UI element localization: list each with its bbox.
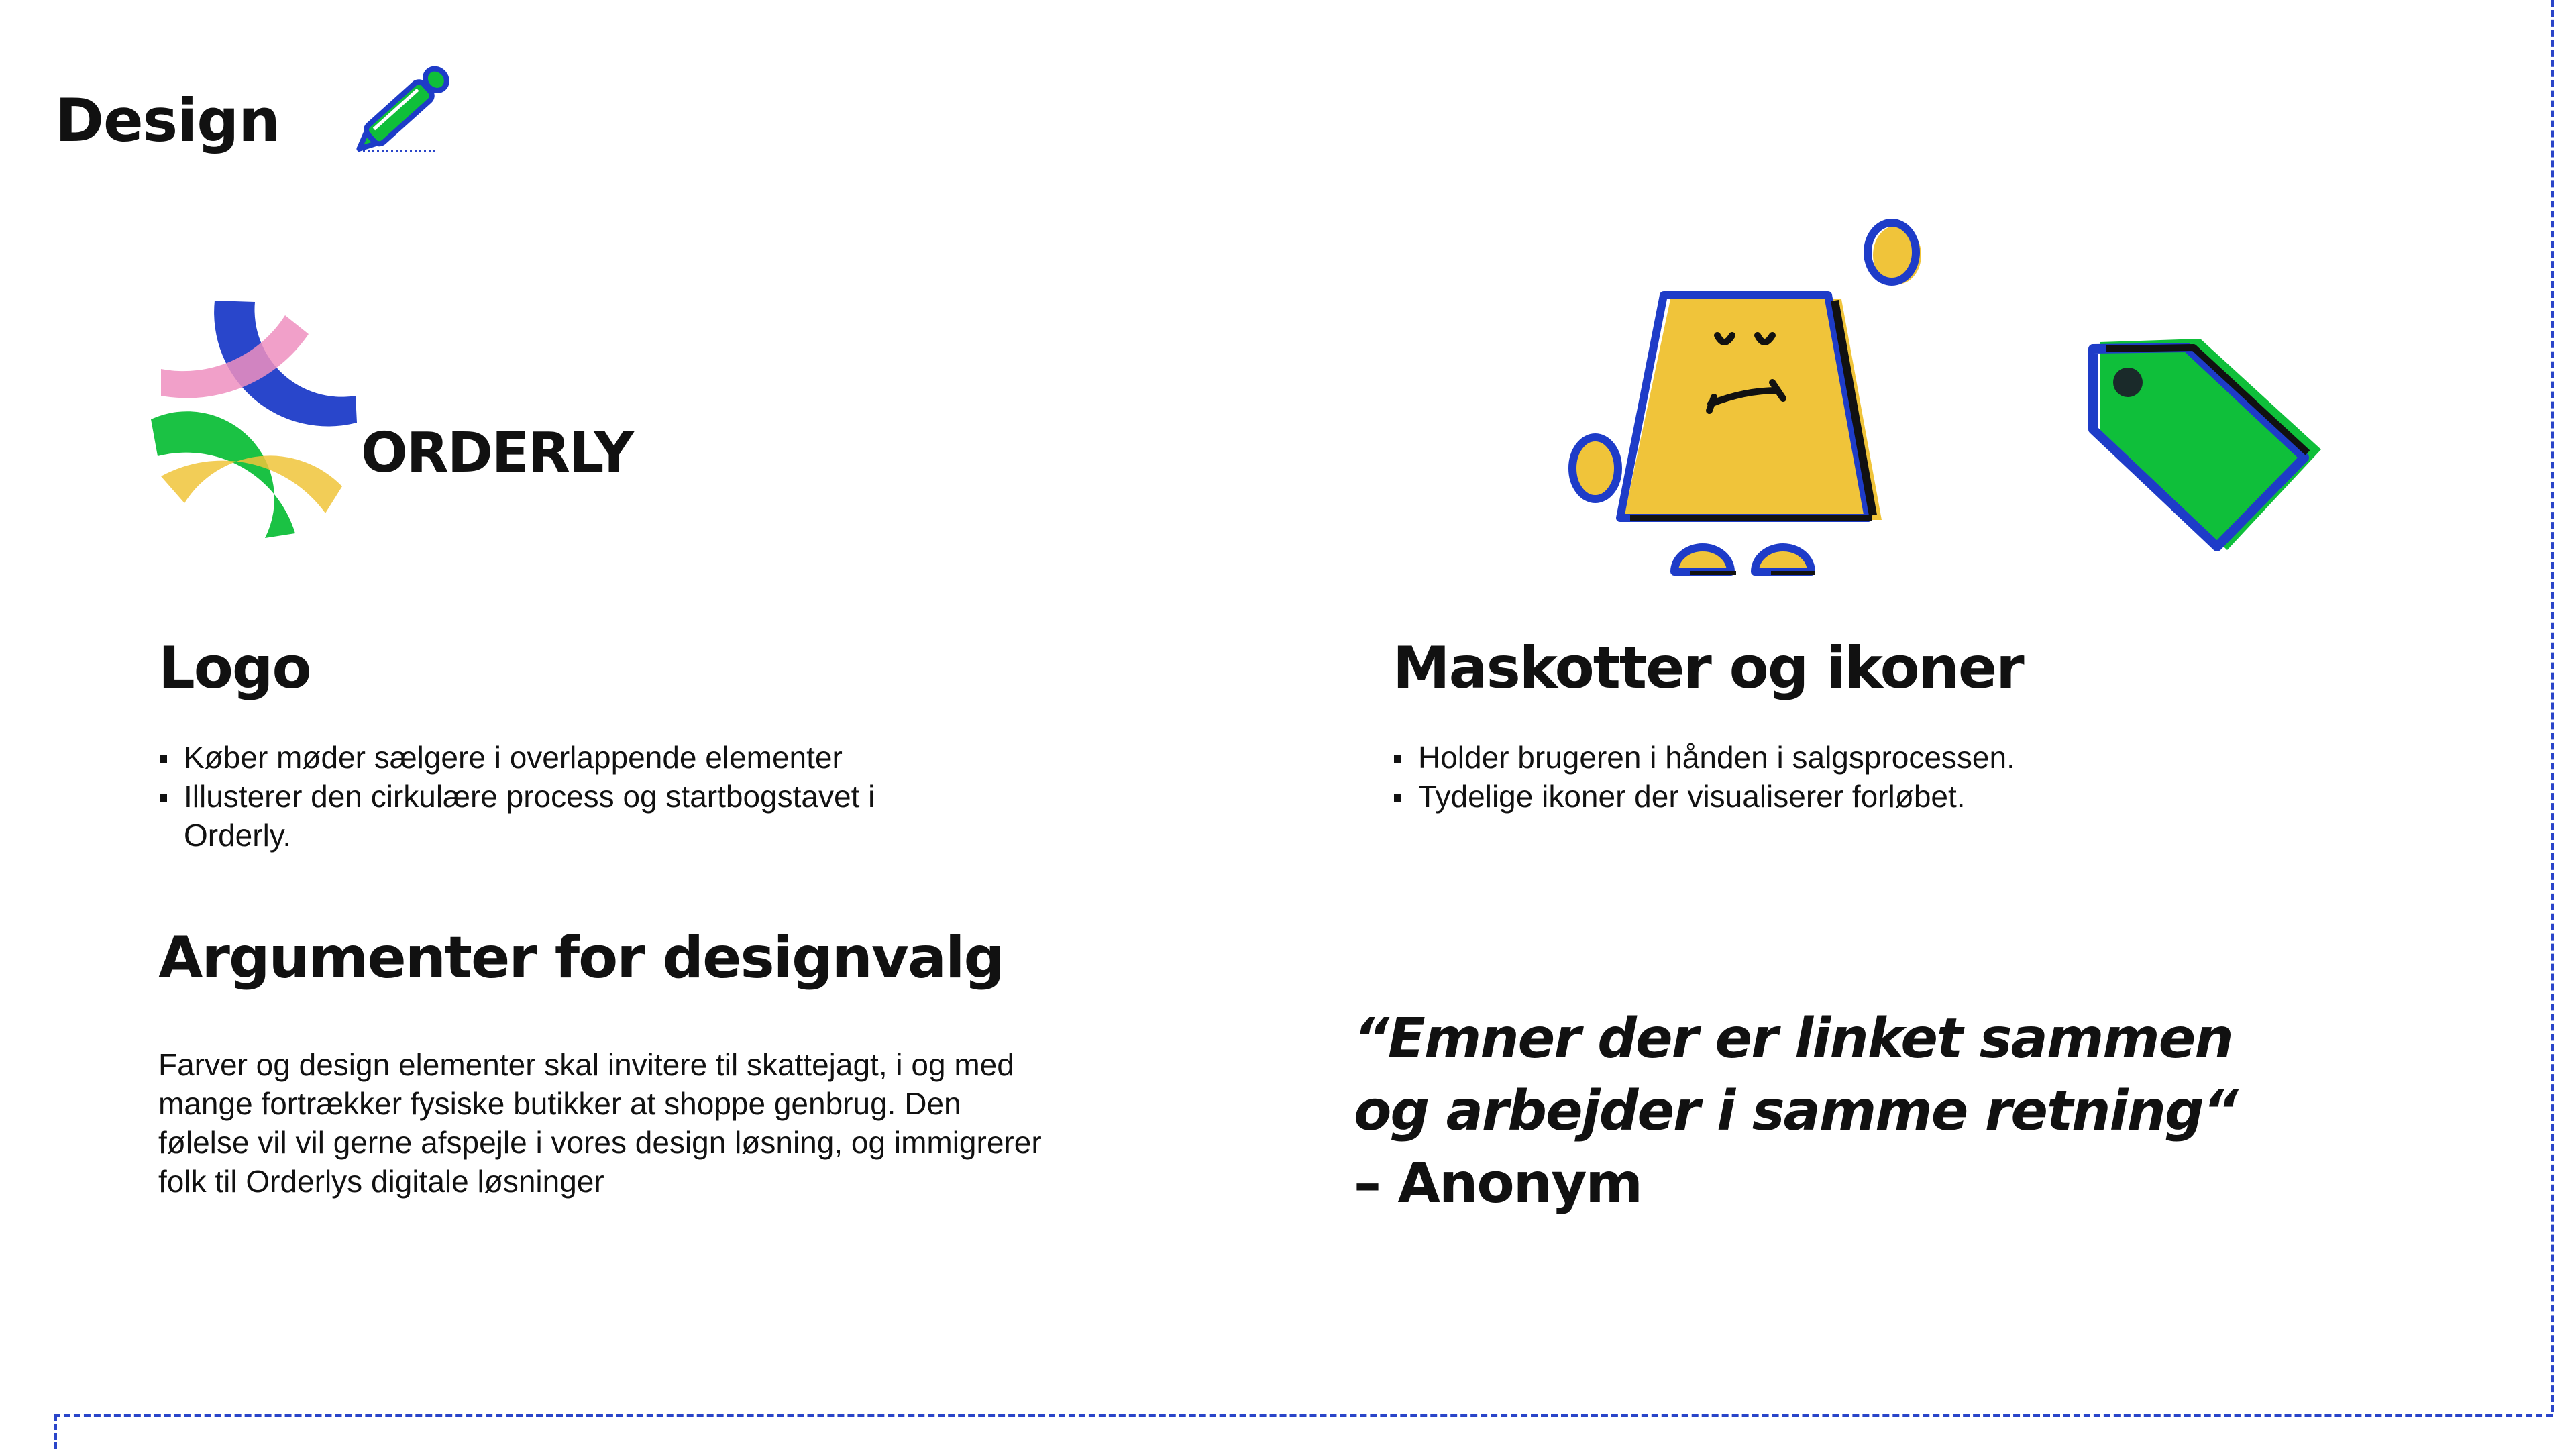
list-item: Illusterer den cirkulære process og startbogstavet i Orderly. (158, 777, 983, 855)
frame-dashed-bottom (54, 1414, 2553, 1417)
shopping-bag-mascot-icon (1556, 215, 1932, 590)
pencil-icon (349, 64, 456, 158)
frame-dashed-left (54, 1414, 57, 1449)
arguments-text: Farver og design elementer skal invitere til skattejagt, i og med mange fortrækker fysiske butikker at shoppe genbrug. Den følelse vil vil gerne afspejle i vores design løsning, og immigrerer folk til Orderlys digitale løsninger (158, 1047, 1042, 1199)
quote-author: – Anonym (1354, 1152, 1642, 1216)
arguments-heading: Argumenter for designvalg (158, 924, 1004, 991)
quote-line: “Emner der er linket sammen (1354, 1007, 2233, 1071)
quote (1354, 1003, 2360, 1220)
list-item: Holder brugeren i hånden i salgsprocessen. (1393, 738, 2265, 777)
logo-bullet-list (158, 738, 983, 855)
brand-name: ORDERLY (361, 421, 633, 485)
page-title: Design (55, 86, 280, 155)
logo-heading: Logo (158, 635, 311, 702)
list-item: Køber møder sælgere i overlappende elementer (158, 738, 983, 777)
mascot-bullet-list (1393, 738, 2265, 816)
list-item: Tydelige ikoner der visualiserer forløbet. (1393, 777, 2265, 816)
price-tag-icon (2080, 329, 2334, 570)
mascot-heading: Maskotter og ikoner (1393, 635, 2023, 702)
quote-line: og arbejder i samme retning“ (1354, 1079, 2237, 1143)
orderly-logo-mark (148, 295, 362, 543)
frame-dashed-right (2551, 0, 2554, 1412)
